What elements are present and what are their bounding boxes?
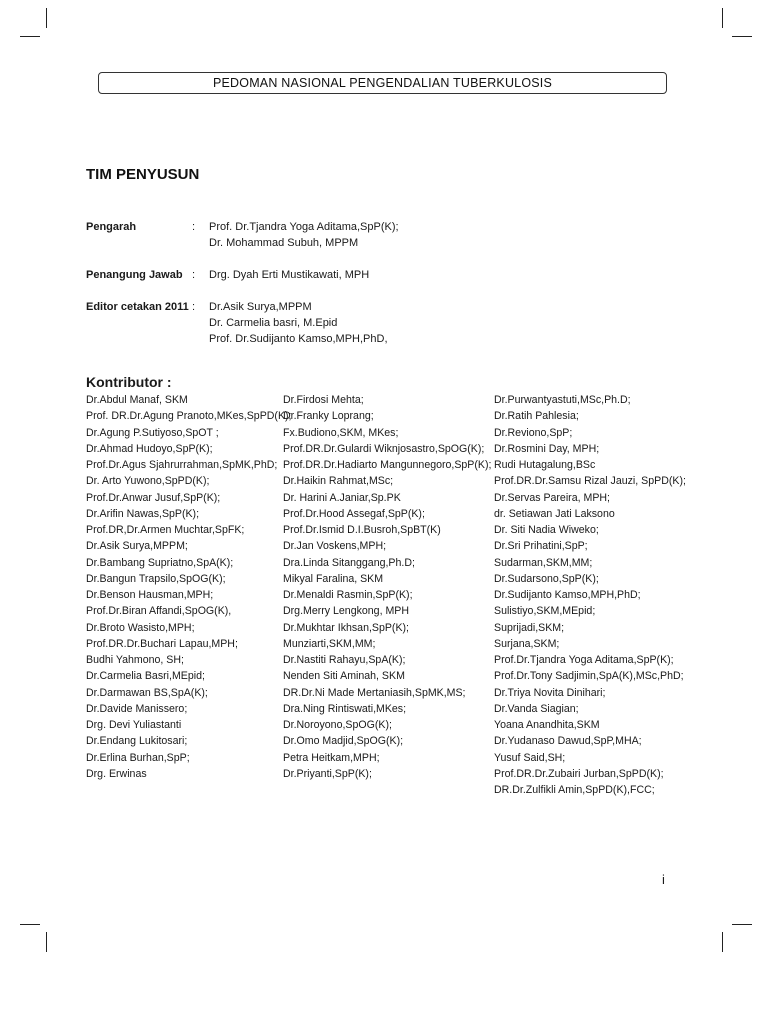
contributor-name: Prof.Dr.Hood Assegaf,SpP(K);	[283, 507, 425, 520]
contributor-name: Dr.Sri Prihatini,SpP;	[494, 540, 588, 553]
contributor-name: Fx.Budiono,SKM, MKes;	[283, 426, 399, 439]
role-name: Prof. Dr.Sudijanto Kamso,MPH,PhD,	[209, 333, 388, 345]
contributor-name: Dr.Omo Madjid,SpOG(K);	[283, 735, 404, 748]
role-name: Drg. Dyah Erti Mustikawati, MPH	[209, 269, 370, 281]
contributor-name: Dr.Servas Pareira, MPH;	[494, 491, 610, 504]
role-names-penangung-jawab	[209, 267, 369, 283]
contributor-name: Dr.Arifin Nawas,SpP(K);	[86, 507, 200, 520]
running-header-text: PEDOMAN NASIONAL PENGENDALIAN TUBERKULOSIS	[212, 76, 553, 90]
contributor-name: Dr.Asik Surya,MPPM;	[86, 540, 188, 553]
role-name: Dr. Carmelia basri, M.Epid	[209, 317, 338, 329]
contributor-name: Mikyal Faralina, SKM	[283, 572, 384, 585]
contributor-name: Prof.DR.Dr.Buchari Lapau,MPH;	[86, 637, 238, 650]
page-number: i	[662, 872, 665, 887]
role-colon: :	[192, 301, 196, 313]
contributor-name: Dr.Darmawan BS,SpA(K);	[86, 686, 208, 699]
contributor-name: Munziarti,SKM,MM;	[283, 637, 376, 650]
contributor-name: Prof.Dr.Anwar Jusuf,SpP(K);	[86, 491, 221, 504]
crop-mark	[732, 36, 752, 37]
kontributor-heading: Kontributor :	[86, 374, 172, 390]
contributor-name: Drg. Erwinas	[86, 767, 147, 780]
kontributor-column-1	[86, 392, 291, 782]
contributor-name: Dra.Ning Rintiswati,MKes;	[283, 702, 407, 715]
contributor-name: Dr.Haikin Rahmat,MSc;	[283, 475, 394, 488]
contributor-name: Prof. DR.Dr.Agung Pranoto,MKes,SpPD(K);	[86, 410, 292, 423]
contributor-name: Dr.Benson Hausman,MPH;	[86, 589, 214, 601]
contributor-name: Dr.Sudarsono,SpP(K);	[494, 572, 599, 585]
contributor-name: Dr.Triya Novita Dinihari;	[494, 686, 606, 699]
contributor-name: Dr.Mukhtar Ikhsan,SpP(K);	[283, 621, 409, 634]
kontributor-column-3	[494, 392, 686, 798]
contributor-name: Dr.Ahmad Hudoyo,SpP(K);	[86, 442, 213, 455]
contributor-name: Dr.Rosmini Day, MPH;	[494, 442, 600, 455]
contributor-name: Sudarman,SKM,MM;	[494, 556, 593, 569]
page-title: TIM PENYUSUN	[86, 166, 200, 183]
contributor-name: Dr.Jan Voskens,MPH;	[283, 540, 387, 553]
contributor-name: dr. Setiawan Jati Laksono	[494, 507, 615, 520]
crop-mark	[722, 8, 723, 28]
contributor-name: Dr.Bambang Supriatno,SpA(K);	[86, 556, 234, 569]
contributor-name: Suprijadi,SKM;	[494, 621, 565, 634]
contributor-name: Sulistiyo,SKM,MEpid;	[494, 605, 596, 618]
contributor-name: Dr.Carmelia Basri,MEpid;	[86, 670, 205, 683]
role-name: Dr.Asik Surya,MPPM	[209, 301, 312, 313]
contributor-name: Dr.Menaldi Rasmin,SpP(K);	[283, 589, 413, 601]
contributor-name: Rudi Hutagalung,BSc	[494, 459, 596, 471]
contributor-name: Nenden Siti Aminah, SKM	[283, 670, 405, 683]
contributor-name: Yoana Anandhita,SKM	[494, 719, 600, 731]
contributor-name: Dr.Erlina Burhan,SpP;	[86, 751, 190, 764]
contributor-name: Dr.Purwantyastuti,MSc,Ph.D;	[494, 394, 631, 406]
role-label-editor: Editor cetakan 2011	[86, 301, 189, 313]
contributor-name: Dr.Priyanti,SpP(K);	[283, 767, 372, 780]
contributor-name: Dr.Sudijanto Kamso,MPH,PhD;	[494, 589, 641, 601]
contributor-name: Dr.Ratih Pahlesia;	[494, 410, 579, 423]
contributor-name: Dr.Abdul Manaf, SKM	[86, 394, 188, 406]
contributor-name: Budhi Yahmono, SH;	[86, 654, 184, 666]
contributor-name: Dr.Noroyono,SpOG(K);	[283, 719, 392, 731]
crop-mark	[722, 932, 723, 952]
crop-mark	[20, 36, 40, 37]
contributor-name: Prof.DR.Dr.Zubairi Jurban,SpPD(K);	[494, 767, 664, 780]
crop-mark	[46, 932, 47, 952]
contributor-name: Dr. Siti Nadia Wiweko;	[494, 524, 599, 536]
contributor-name: Prof.DR.Dr.Gulardi Wiknjosastro,SpOG(K);	[283, 442, 485, 455]
contributor-name: Yusuf Said,SH;	[494, 751, 566, 764]
role-name: Prof. Dr.Tjandra Yoga Aditama,SpP(K);	[209, 221, 399, 233]
role-label-penangung-jawab: Penangung Jawab	[86, 269, 183, 281]
contributor-name: Prof.DR,Dr.Armen Muchtar,SpFK;	[86, 524, 245, 536]
contributor-name: Dr.Davide Manissero;	[86, 702, 188, 715]
contributor-name: Dr.Bangun Trapsilo,SpOG(K);	[86, 572, 226, 585]
contributor-name: Prof.DR.Dr.Samsu Rizal Jauzi, SpPD(K);	[494, 475, 686, 488]
contributor-name: Surjana,SKM;	[494, 637, 560, 650]
contributor-name: Dr.Reviono,SpP;	[494, 426, 573, 439]
contributor-name: Prof.DR.Dr.Hadiarto Mangunnegoro,SpP(K);	[283, 459, 492, 471]
contributor-name: Prof.Dr.Tony Sadjimin,SpA(K),MSc,PhD;	[494, 670, 684, 683]
contributor-name: Dr.Vanda Siagian;	[494, 702, 579, 715]
contributor-name: Dr.Agung P.Sutiyoso,SpOT ;	[86, 426, 219, 439]
contributor-name: Dr. Harini A.Janiar,Sp.PK	[283, 491, 401, 504]
contributor-name: Dr. Arto Yuwono,SpPD(K);	[86, 475, 210, 488]
contributor-name: Dr.Nastiti Rahayu,SpA(K);	[283, 654, 406, 666]
contributor-name: Dr.Franky Loprang;	[283, 410, 374, 423]
running-header	[98, 72, 667, 94]
contributor-name: Prof.Dr.Biran Affandi,SpOG(K),	[86, 605, 232, 618]
contributor-name: Dr.Broto Wasisto,MPH;	[86, 621, 195, 634]
contributor-name: Drg.Merry Lengkong, MPH	[283, 605, 409, 618]
crop-mark	[46, 8, 47, 28]
contributor-name: Dr.Yudanaso Dawud,SpP,MHA;	[494, 735, 642, 748]
contributor-name: Prof.Dr.Ismid D.I.Busroh,SpBT(K)	[283, 524, 441, 536]
contributor-name: Dr.Firdosi Mehta;	[283, 394, 364, 406]
contributor-name: Drg. Devi Yuliastanti	[86, 719, 182, 731]
role-colon: :	[192, 221, 196, 233]
contributor-name: Dra.Linda Sitanggang,Ph.D;	[283, 556, 415, 569]
kontributor-column-2	[283, 392, 491, 782]
contributor-name: DR.Dr.Zulfikli Amin,SpPD(K),FCC;	[494, 784, 655, 796]
crop-mark	[20, 924, 40, 925]
crop-mark	[732, 924, 752, 925]
contributor-name: Dr.Endang Lukitosari;	[86, 735, 188, 748]
role-name: Dr. Mohammad Subuh, MPPM	[209, 237, 359, 249]
contributor-name: DR.Dr.Ni Made Mertaniasih,SpMK,MS;	[283, 686, 466, 699]
contributor-name: Prof.Dr.Tjandra Yoga Aditama,SpP(K);	[494, 654, 674, 666]
role-names-pengarah	[209, 219, 399, 251]
role-label-pengarah: Pengarah	[86, 221, 137, 233]
role-colon: :	[192, 269, 196, 281]
role-names-editor	[209, 299, 388, 347]
contributor-name: Petra Heitkam,MPH;	[283, 751, 380, 764]
contributor-name: Prof.Dr.Agus Sjahrurrahman,SpMK,PhD;	[86, 459, 278, 471]
